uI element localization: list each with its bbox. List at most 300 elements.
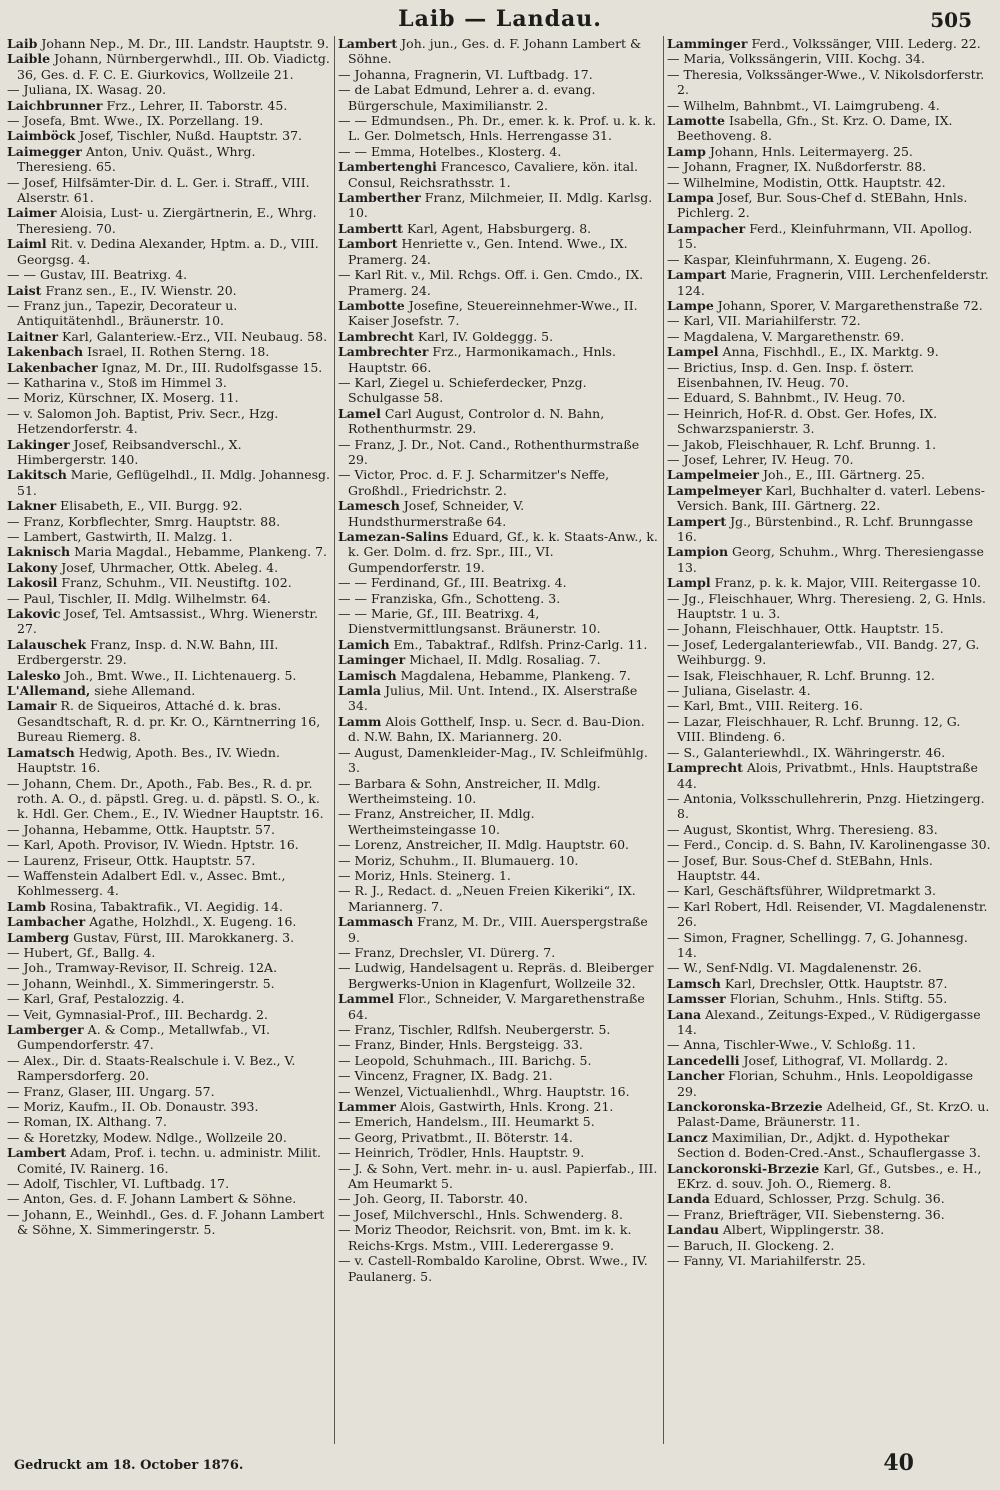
entry-details: Josef, Bur. Sous-Chef d. StEBahn, Hnls. Pichlerg. 2. bbox=[677, 190, 968, 221]
entry-details: — Victor, Proc. d. F. J. Scharmitzer's Neffe, Großhdl., Friedrichstr. 2. bbox=[338, 467, 610, 498]
entry-details: Rit. v. Dedina Alexander, Hptm. a. D., VIII. Georgsg. 4. bbox=[17, 236, 319, 267]
entry-details: Michael, II. Mdlg. Rosaliag. 7. bbox=[409, 652, 601, 668]
directory-entry bbox=[7, 113, 331, 128]
entry-details: Ignaz, M. Dr., III. Rudolfsgasse 15. bbox=[101, 359, 323, 375]
directory-entry bbox=[7, 1130, 331, 1145]
entry-surname: Lanckoronska-Brzezie bbox=[667, 1099, 823, 1115]
entry-surname: Lamb bbox=[7, 898, 46, 914]
entry-details: — Kaspar, Kleinfuhrmann, X. Eugeng. 26. bbox=[667, 251, 931, 267]
directory-entry bbox=[7, 683, 331, 698]
entry-details: — Josef, Bur. Sous-Chef d. StEBahn, Hnls. Hauptstr. 44. bbox=[667, 852, 933, 883]
entry-details: — Franz, Tischler, Rdlfsh. Neubergerstr. 5. bbox=[338, 1022, 611, 1037]
entry-details: Josef, Reibsandverschl., X. Himbergerstr. 140. bbox=[17, 436, 242, 467]
entry-surname: Lampert bbox=[667, 513, 727, 529]
directory-entry bbox=[338, 190, 660, 221]
entry-surname: Lana bbox=[667, 1006, 702, 1022]
directory-entry bbox=[338, 668, 660, 683]
entry-details: — Heinrich, Trödler, Hnls. Hauptstr. 9. bbox=[338, 1145, 585, 1161]
running-head: Laib — Landau. bbox=[398, 6, 602, 32]
entry-details: — Maria, Volkssängerin, VIII. Kochg. 34. bbox=[667, 51, 925, 67]
entry-details: — Veit, Gymnasial-Prof., III. Bechardg. 2. bbox=[7, 1006, 268, 1022]
entry-details: Rosina, Tabaktrafik., VI. Aegidig. 14. bbox=[49, 898, 283, 914]
directory-entry bbox=[667, 930, 991, 961]
directory-entry bbox=[338, 1068, 660, 1083]
directory-entry bbox=[667, 221, 991, 252]
entry-details: — Johann, E., Weinhdl., Ges. d. F. Johann Lambert & Söhne, X. Simmeringerstr. 5. bbox=[7, 1206, 325, 1238]
directory-entry bbox=[7, 498, 331, 513]
entry-details: — J. & Sohn, Vert. mehr. in- u. ausl. Papierfab., III. Am Heumarkt 5. bbox=[338, 1160, 658, 1192]
entry-details: — Karl Robert, Hdl. Reisender, VI. Magdalenenstr. 26. bbox=[667, 898, 988, 930]
directory-entry bbox=[7, 560, 331, 575]
directory-entry bbox=[338, 144, 660, 159]
entry-details: — Brictius, Insp. d. Gen. Insp. f. österr. Eisenbahnen, IV. Heug. 70. bbox=[667, 359, 915, 390]
directory-entry bbox=[7, 698, 331, 744]
directory-entry bbox=[7, 98, 331, 113]
entry-surname: Lamich bbox=[338, 636, 390, 652]
column-left bbox=[4, 36, 334, 1444]
directory-entry bbox=[667, 760, 991, 791]
entry-details: — August, Skontist, Whrg. Theresieng. 83. bbox=[667, 821, 938, 837]
directory-entry bbox=[667, 991, 991, 1006]
entry-details: Israel, II. Rothen Sterng. 18. bbox=[87, 344, 270, 360]
directory-entry bbox=[667, 1007, 991, 1038]
page-number: 505 bbox=[930, 8, 972, 32]
entry-details: — Franz, Korbflechter, Smrg. Hauptstr. 88. bbox=[7, 513, 281, 529]
directory-entry bbox=[7, 360, 331, 375]
entry-details: Anton, Univ. Quäst., Whrg. Theresieng. 65. bbox=[17, 143, 256, 175]
entry-details: — Magdalena, V. Margarethenstr. 69. bbox=[667, 328, 905, 344]
entry-details: — Johanna, Fragnerin, VI. Luftbadg. 17. bbox=[338, 66, 593, 82]
directory-entry bbox=[667, 467, 991, 482]
directory-entry bbox=[7, 51, 331, 82]
directory-entry bbox=[667, 1099, 991, 1130]
entry-details: Karl, Drechsler, Ottk. Hauptstr. 87. bbox=[724, 975, 948, 991]
entry-details: — Josefa, Bmt. Wwe., IX. Porzellang. 19. bbox=[7, 113, 264, 129]
directory-entry bbox=[338, 529, 660, 575]
entry-surname: Lakenbacher bbox=[7, 359, 98, 375]
directory-entry bbox=[667, 714, 991, 745]
directory-entry bbox=[7, 514, 331, 529]
entry-details: — Joh., Tramway-Revisor, II. Schreig. 12A. bbox=[7, 960, 278, 976]
print-note: Gedruckt am 18. October 1876. bbox=[14, 1458, 244, 1473]
directory-entry bbox=[338, 853, 660, 868]
directory-entry bbox=[667, 1037, 991, 1052]
directory-entry bbox=[338, 1130, 660, 1145]
directory-entry bbox=[667, 267, 991, 298]
entry-details: Josefine, Steuereinnehmer-Wwe., II. Kaiser Josefstr. 7. bbox=[348, 297, 638, 329]
directory-entry bbox=[338, 591, 660, 606]
entry-surname: Lamisch bbox=[338, 667, 397, 683]
directory-entry bbox=[7, 1191, 331, 1206]
directory-entry bbox=[667, 1053, 991, 1068]
entry-surname: Lambotte bbox=[338, 297, 405, 313]
directory-entry bbox=[7, 575, 331, 590]
entry-details: Isabella, Gfn., St. Krz. O. Dame, IX. Beethoveng. 8. bbox=[677, 113, 953, 144]
directory-entry bbox=[7, 745, 331, 776]
entry-surname: Lamberther bbox=[338, 190, 421, 206]
entry-surname: Lancedelli bbox=[667, 1052, 740, 1068]
entry-details: — Vincenz, Fragner, IX. Badg. 21. bbox=[338, 1068, 553, 1084]
entry-details: Johann, Hnls. Leitermayerg. 25. bbox=[709, 143, 913, 159]
entry-surname: Lakinger bbox=[7, 436, 70, 452]
directory-columns bbox=[4, 36, 996, 1444]
entry-details: — Roman, IX. Althang. 7. bbox=[7, 1114, 167, 1130]
directory-entry bbox=[7, 144, 331, 175]
entry-details: Joh., Bmt. Wwe., II. Lichtenauerg. 5. bbox=[64, 667, 297, 683]
entry-surname: Lampel bbox=[667, 344, 719, 360]
entry-surname: Lalauschek bbox=[7, 636, 87, 652]
directory-entry bbox=[667, 329, 991, 344]
entry-details: Em., Tabaktraf., Rdlfsh. Prinz-Carlg. 11. bbox=[393, 636, 648, 652]
directory-entry bbox=[338, 960, 660, 991]
directory-entry bbox=[338, 1037, 660, 1052]
directory-entry bbox=[7, 82, 331, 97]
directory-entry bbox=[7, 668, 331, 683]
directory-entry bbox=[338, 1053, 660, 1068]
directory-entry bbox=[667, 668, 991, 683]
entry-details: — Jg., Fleischhauer, Whrg. Theresieng. 2, G. Hnls. Hauptstr. 1 u. 3. bbox=[667, 590, 986, 622]
entry-details: — Josef, Ledergalanteriewfab., VII. Bandg. 27, G. Weihburgg. 9. bbox=[667, 636, 980, 668]
directory-entry bbox=[338, 652, 660, 667]
directory-entry bbox=[338, 1145, 660, 1160]
entry-details: — Karl, Apoth. Provisor, IV. Wiedn. Hptstr. 16. bbox=[7, 837, 299, 853]
directory-entry bbox=[7, 1207, 331, 1238]
entry-details: — Karl Rit. v., Mil. Rchgs. Off. i. Gen. Cmdo., IX. Pramerg. 24. bbox=[338, 267, 644, 298]
entry-details: — — Gustav, III. Beatrixg. 4. bbox=[7, 267, 188, 283]
directory-entry bbox=[338, 1222, 660, 1253]
directory-entry bbox=[7, 1145, 331, 1176]
directory-entry bbox=[667, 360, 991, 391]
entry-surname: Lamberg bbox=[7, 929, 70, 945]
entry-details: — — Marie, Gf., III. Beatrixg. 4, Dienstvermittlungsanst. Bräunerstr. 10. bbox=[338, 606, 601, 637]
entry-details: Gustav, Fürst, III. Marokkanerg. 3. bbox=[73, 929, 295, 945]
directory-entry bbox=[7, 437, 331, 468]
entry-surname: Laimegger bbox=[7, 143, 82, 159]
entry-details: Albert, Wipplingerstr. 38. bbox=[722, 1222, 885, 1238]
directory-entry bbox=[338, 267, 660, 298]
entry-details: — Josef, Lehrer, IV. Heug. 70. bbox=[667, 451, 854, 467]
sheet-number: 40 bbox=[883, 1450, 914, 1476]
directory-entry bbox=[667, 252, 991, 267]
directory-entry bbox=[7, 283, 331, 298]
entry-surname: Lampion bbox=[667, 544, 729, 560]
directory-entry bbox=[667, 1253, 991, 1268]
directory-entry bbox=[7, 1053, 331, 1084]
directory-entry bbox=[667, 159, 991, 174]
entry-details: — August, Damenkleider-Mag., IV. Schleifmühlg. 3. bbox=[338, 744, 648, 776]
entry-surname: Lakitsch bbox=[7, 467, 67, 483]
entry-details: — Hubert, Gf., Ballg. 4. bbox=[7, 944, 156, 960]
directory-entry bbox=[7, 36, 331, 51]
directory-entry bbox=[7, 606, 331, 637]
entry-details: — R. J., Redact. d. „Neuen Freien Kikeriki“, IX. Mariannerg. 7. bbox=[338, 883, 636, 914]
entry-surname: Laible bbox=[7, 51, 51, 67]
entry-details: — Karl, Graf, Pestalozzig. 4. bbox=[7, 991, 185, 1007]
directory-entry bbox=[667, 822, 991, 837]
directory-entry bbox=[338, 344, 660, 375]
entry-details: — W., Senf-Ndlg. VI. Magdalenenstr. 26. bbox=[667, 960, 922, 976]
entry-details: — Josef, Hilfsämter-Dir. d. L. Ger. i. Straff., VIII. Alserstr. 61. bbox=[7, 174, 310, 206]
entry-details: — Heinrich, Hof-R. d. Obst. Ger. Hofes, IX. Schwarzspanierstr. 3. bbox=[667, 405, 938, 437]
entry-surname: Lambert bbox=[7, 1145, 67, 1161]
entry-details: Hedwig, Apoth. Bes., IV. Wiedn. Hauptstr. 16. bbox=[17, 744, 280, 776]
entry-surname: Lancher bbox=[667, 1068, 725, 1084]
entry-details: — Johann, Weinhdl., X. Simmeringerstr. 5. bbox=[7, 975, 275, 991]
entry-details: — — Emma, Hotelbes., Klosterg. 4. bbox=[338, 143, 562, 159]
directory-entry bbox=[7, 1022, 331, 1053]
entry-details: — Moriz, Kaufm., II. Ob. Donaustr. 393. bbox=[7, 1099, 259, 1115]
entry-surname: L'Allemand, bbox=[7, 683, 91, 699]
entry-details: — Georg, Privatbmt., II. Böterstr. 14. bbox=[338, 1129, 573, 1145]
directory-entry bbox=[338, 236, 660, 267]
entry-surname: Lamprecht bbox=[667, 760, 743, 776]
entry-details: Julius, Mil. Unt. Intend., IX. Alserstraße 34. bbox=[348, 683, 638, 714]
directory-entry bbox=[338, 221, 660, 236]
directory-entry bbox=[7, 945, 331, 960]
entry-details: Jg., Bürstenbind., R. Lchf. Brunngasse 16. bbox=[677, 513, 973, 544]
entry-details: — Barbara & Sohn, Anstreicher, II. Mdlg. Wertheimsteing. 10. bbox=[338, 775, 601, 806]
entry-details: — — Ferdinand, Gf., III. Beatrixg. 4. bbox=[338, 575, 567, 591]
directory-entry bbox=[7, 637, 331, 668]
entry-surname: Lamsch bbox=[667, 975, 721, 991]
entry-surname: Lampe bbox=[667, 297, 714, 313]
entry-details: — Franz, Briefträger, VII. Siebensterng. 36. bbox=[667, 1206, 945, 1222]
directory-entry bbox=[338, 714, 660, 745]
entry-details: Josef, Tischler, Nußd. Hauptstr. 37. bbox=[79, 128, 303, 144]
directory-entry bbox=[338, 1084, 660, 1099]
entry-surname: Lanckoronski-Brzezie bbox=[667, 1160, 820, 1176]
directory-entry bbox=[338, 498, 660, 529]
directory-entry bbox=[667, 1191, 991, 1206]
directory-entry bbox=[667, 1068, 991, 1099]
entry-surname: Lambertenghi bbox=[338, 159, 437, 175]
entry-details: — Wilhelmine, Modistin, Ottk. Hauptstr. 42. bbox=[667, 174, 946, 190]
entry-surname: Laiml bbox=[7, 236, 47, 252]
entry-details: — Josef, Milchverschl., Hnls. Schwenderg. 8. bbox=[338, 1206, 623, 1222]
entry-details: — Paul, Tischler, II. Mdlg. Wilhelmstr. 64. bbox=[7, 590, 271, 606]
entry-surname: Lakenbach bbox=[7, 344, 84, 360]
directory-entry bbox=[338, 82, 660, 113]
entry-details: Henriette v., Gen. Intend. Wwe., IX. Pramerg. 24. bbox=[348, 236, 628, 267]
entry-surname: Lakosil bbox=[7, 575, 58, 591]
entry-surname: Lamminger bbox=[667, 36, 748, 51]
directory-entry bbox=[7, 1099, 331, 1114]
directory-entry bbox=[7, 930, 331, 945]
entry-details: Eduard, Gf., k. k. Staats-Anw., k. k. Ger. Dolm. d. frz. Spr., III., VI. Gumpendorferstr. 19. bbox=[348, 529, 658, 575]
directory-entry bbox=[338, 806, 660, 837]
entry-details: — Juliana, IX. Wasag. 20. bbox=[7, 82, 167, 98]
entry-details: — Wenzel, Victualienhdl., Whrg. Hauptstr. 16. bbox=[338, 1083, 630, 1099]
entry-surname: Lampa bbox=[667, 190, 714, 206]
directory-entry bbox=[338, 1099, 660, 1114]
entry-details: — Karl, VII. Mariahilferstr. 72. bbox=[667, 313, 861, 329]
entry-details: — Leopold, Schuhmach., III. Barichg. 5. bbox=[338, 1052, 592, 1068]
entry-details: Florian, Schuhm., Hnls. Leopoldigasse 29. bbox=[677, 1068, 974, 1099]
entry-details: Josef, Schneider, V. Hundsthurmerstraße 64. bbox=[348, 498, 525, 529]
entry-details: — — Franziska, Gfn., Schotteng. 3. bbox=[338, 590, 561, 606]
directory-entry bbox=[667, 175, 991, 190]
entry-details: — Karl, Ziegel u. Schieferdecker, Pnzg. Schulgasse 58. bbox=[338, 374, 587, 406]
directory-entry bbox=[7, 236, 331, 267]
page-header bbox=[0, 2, 1000, 34]
entry-details: Alexand., Zeitungs-Exped., V. Rüdigergasse 14. bbox=[677, 1006, 981, 1037]
entry-details: — Ludwig, Handelsagent u. Repräs. d. Bleiberger Bergwerks-Union in Klagenfurt, Wollzeile 32. bbox=[338, 960, 654, 991]
directory-entry bbox=[338, 945, 660, 960]
page-footer bbox=[0, 1450, 1000, 1486]
entry-details: — Franz, Binder, Hnls. Bergsteigg. 33. bbox=[338, 1037, 583, 1053]
entry-details: Ferd., Volkssänger, VIII. Lederg. 22. bbox=[751, 36, 981, 51]
directory-entry bbox=[7, 175, 331, 206]
entry-details: — Ferd., Concip. d. S. Bahn, IV. Karolinengasse 30. bbox=[667, 837, 991, 853]
entry-details: — v. Salomon Joh. Baptist, Priv. Secr., Hzg. Hetzendorferstr. 4. bbox=[7, 405, 279, 437]
directory-entry bbox=[338, 1161, 660, 1192]
entry-details: Maximilian, Dr., Adjkt. d. Hypothekar Section d. Boden-Cred.-Anst., Schauflergasse 3. bbox=[677, 1129, 981, 1161]
directory-entry bbox=[667, 883, 991, 898]
entry-surname: Lammer bbox=[338, 1099, 396, 1115]
directory-entry bbox=[7, 1084, 331, 1099]
directory-entry bbox=[7, 467, 331, 498]
entry-details: Marie, Geflügelhdl., II. Mdlg. Johannesg. 51. bbox=[17, 467, 331, 498]
directory-entry bbox=[667, 514, 991, 545]
entry-details: — Moriz Theodor, Reichsrit. von, Bmt. im k. k. Reichs-Krgs. Mstm., VIII. Lederergasse 9. bbox=[338, 1222, 632, 1253]
directory-entry bbox=[338, 1253, 660, 1284]
entry-surname: Lamm bbox=[338, 713, 382, 729]
entry-details: Adelheid, Gf., St. KrzO. u. Palast-Dame, Bräunerstr. 11. bbox=[677, 1099, 990, 1130]
entry-details: — Adolf, Tischler, VI. Luftbadg. 17. bbox=[7, 1176, 230, 1192]
directory-entry bbox=[338, 683, 660, 714]
entry-details: — de Labat Edmund, Lehrer a. d. evang. Bürgerschule, Maximilianstr. 2. bbox=[338, 82, 596, 113]
directory-entry bbox=[667, 575, 991, 590]
entry-details: Agathe, Holzhdl., X. Eugeng. 16. bbox=[89, 914, 297, 930]
entry-surname: Lamel bbox=[338, 405, 381, 421]
directory-entry bbox=[667, 344, 991, 359]
directory-entry bbox=[7, 976, 331, 991]
entry-details: — Johann, Fragner, IX. Nußdorferstr. 88. bbox=[667, 159, 927, 175]
directory-entry bbox=[667, 683, 991, 698]
entry-surname: Lamla bbox=[338, 683, 381, 699]
directory-entry bbox=[7, 406, 331, 437]
entry-details: Anna, Fischhdl., E., IX. Marktg. 9. bbox=[722, 344, 939, 360]
directory-entry bbox=[338, 375, 660, 406]
entry-details: Franz, Insp. d. N.W. Bahn, III. Erdbergerstr. 29. bbox=[17, 636, 279, 668]
directory-entry bbox=[7, 853, 331, 868]
entry-surname: Lamsser bbox=[667, 991, 726, 1007]
directory-entry bbox=[667, 1161, 991, 1192]
entry-details: — Theresia, Volkssänger-Wwe., V. Nikolsdorferstr. 2. bbox=[667, 66, 985, 98]
entry-details: — & Horetzky, Modew. Ndlge., Wollzeile 20. bbox=[7, 1129, 287, 1145]
entry-surname: Laknisch bbox=[7, 544, 71, 560]
entry-details: — Johanna, Hebamme, Ottk. Hauptstr. 57. bbox=[7, 821, 275, 837]
entry-surname: Laminger bbox=[338, 652, 406, 668]
directory-entry bbox=[338, 467, 660, 498]
entry-surname: Lampl bbox=[667, 575, 711, 591]
directory-entry bbox=[338, 406, 660, 437]
directory-entry bbox=[7, 1007, 331, 1022]
directory-entry bbox=[667, 1238, 991, 1253]
directory-entry bbox=[7, 298, 331, 329]
directory-entry bbox=[7, 591, 331, 606]
directory-entry bbox=[338, 1114, 660, 1129]
entry-details: — Alex., Dir. d. Staats-Realschule i. V. Bez., V. Rampersdorferg. 20. bbox=[7, 1052, 296, 1084]
directory-entry bbox=[7, 1114, 331, 1129]
entry-details: — Moriz, Kürschner, IX. Moserg. 11. bbox=[7, 390, 239, 406]
directory-entry bbox=[338, 36, 660, 67]
entry-details: — Anton, Ges. d. F. Johann Lambert & Söhne. bbox=[7, 1191, 297, 1207]
entry-details: R. de Siqueiros, Attaché d. k. bras. Gesandtschaft, R. d. pr. Kr. O., Kärntnerring 16, Bureau Riemerg. 8. bbox=[17, 698, 321, 745]
entry-details: Josef, Uhrmacher, Ottk. Abeleg. 4. bbox=[61, 559, 279, 575]
directory-entry bbox=[338, 298, 660, 329]
entry-surname: Lambrechter bbox=[338, 344, 429, 360]
directory-entry bbox=[7, 329, 331, 344]
column-right bbox=[664, 36, 994, 1444]
directory-entry bbox=[338, 1207, 660, 1222]
entry-details: Johann, Nürnbergerwhdl., III. Ob. Viadictg. 36, Ges. d. F. C. E. Giurkovics, Wollzeile 21. bbox=[17, 51, 330, 82]
directory-entry bbox=[667, 544, 991, 575]
entry-surname: Laichbrunner bbox=[7, 97, 103, 113]
entry-surname: Lancz bbox=[667, 1129, 708, 1145]
directory-entry bbox=[338, 113, 660, 144]
entry-details: — Simon, Fragner, Schellingg. 7, G. Johannesg. 14. bbox=[667, 929, 968, 960]
entry-details: — Wilhelm, Bahnbmt., VI. Laimgrubeng. 4. bbox=[667, 97, 940, 113]
directory-entry bbox=[7, 837, 331, 852]
entry-details: Eduard, Schlosser, Przg. Schulg. 36. bbox=[713, 1191, 945, 1207]
entry-surname: Lalesko bbox=[7, 667, 61, 683]
entry-details: Florian, Schuhm., Hnls. Stiftg. 55. bbox=[729, 991, 948, 1007]
directory-entry bbox=[667, 144, 991, 159]
directory-entry bbox=[667, 899, 991, 930]
directory-entry bbox=[667, 390, 991, 405]
entry-details: Frz., Lehrer, II. Taborstr. 45. bbox=[106, 97, 288, 113]
entry-details: — Emerich, Handelsm., III. Heumarkt 5. bbox=[338, 1114, 595, 1130]
directory-entry bbox=[667, 452, 991, 467]
directory-entry bbox=[7, 960, 331, 975]
entry-surname: Lamp bbox=[667, 143, 706, 159]
directory-entry bbox=[7, 868, 331, 899]
entry-surname: Lampart bbox=[667, 267, 727, 283]
entry-details: — — Edmundsen., Ph. Dr., emer. k. k. Prof. u. k. k. L. Ger. Dolmetsch, Hnls. Herrengasse 31. bbox=[338, 113, 657, 144]
directory-entry bbox=[338, 776, 660, 807]
entry-details: — Franz, Glaser, III. Ungarg. 57. bbox=[7, 1083, 215, 1099]
directory-entry bbox=[667, 98, 991, 113]
entry-details: — Karl, Geschäftsführer, Wildpretmarkt 3. bbox=[667, 883, 937, 899]
entry-details: — v. Castell-Rombaldo Karoline, Obrst. Wwe., IV. Paulanerg. 5. bbox=[338, 1253, 648, 1284]
directory-entry bbox=[338, 837, 660, 852]
entry-surname: Lambertt bbox=[338, 220, 403, 236]
entry-surname: Lambrecht bbox=[338, 328, 414, 344]
directory-entry bbox=[338, 67, 660, 82]
directory-entry bbox=[667, 1207, 991, 1222]
entry-details: Flor., Schneider, V. Margarethenstraße 64. bbox=[348, 991, 645, 1022]
entry-details: Karl, Agent, Habsburgerg. 8. bbox=[406, 220, 592, 236]
entry-details: Magdalena, Hebamme, Plankeng. 7. bbox=[400, 667, 631, 683]
entry-details: — Isak, Fleischhauer, R. Lchf. Brunng. 12. bbox=[667, 667, 935, 683]
entry-details: Franz, p. k. k. Major, VIII. Reitergasse 10. bbox=[714, 575, 981, 591]
entry-details: Alois, Privatbmt., Hnls. Hauptstraße 44. bbox=[677, 760, 978, 791]
entry-surname: Lakner bbox=[7, 498, 57, 514]
entry-details: — Moriz, Hnls. Steinerg. 1. bbox=[338, 867, 511, 883]
entry-details: Franz, Milchmeier, II. Mdlg. Karlsg. 10. bbox=[348, 190, 653, 221]
entry-details: Elisabeth, E., VII. Burgg. 92. bbox=[60, 498, 243, 514]
entry-surname: Laimer bbox=[7, 205, 57, 221]
directory-entry bbox=[667, 976, 991, 991]
entry-details: — Johann, Chem. Dr., Apoth., Fab. Bes., R. d. pr. roth. A. O., d. päpstl. Greg. u. d. päpstl. S. O., k. k. Hdl. Ger. Chem., E., IV. Wiedner Hauptstr. 16. bbox=[7, 775, 324, 822]
entry-details: Karl, Gf., Gutsbes., e. H., EKrz. d. souv. Joh. O., Riemerg. 8. bbox=[677, 1160, 982, 1192]
entry-details: Alois Gotthelf, Insp. u. Secr. d. Bau-Dion. d. N.W. Bahn, IX. Mariannerg. 20. bbox=[348, 713, 645, 745]
directory-entry bbox=[338, 1191, 660, 1206]
entry-surname: Lampelmeyer bbox=[667, 482, 762, 498]
entry-surname: Lamezan-Salins bbox=[338, 529, 449, 544]
directory-entry bbox=[7, 128, 331, 143]
